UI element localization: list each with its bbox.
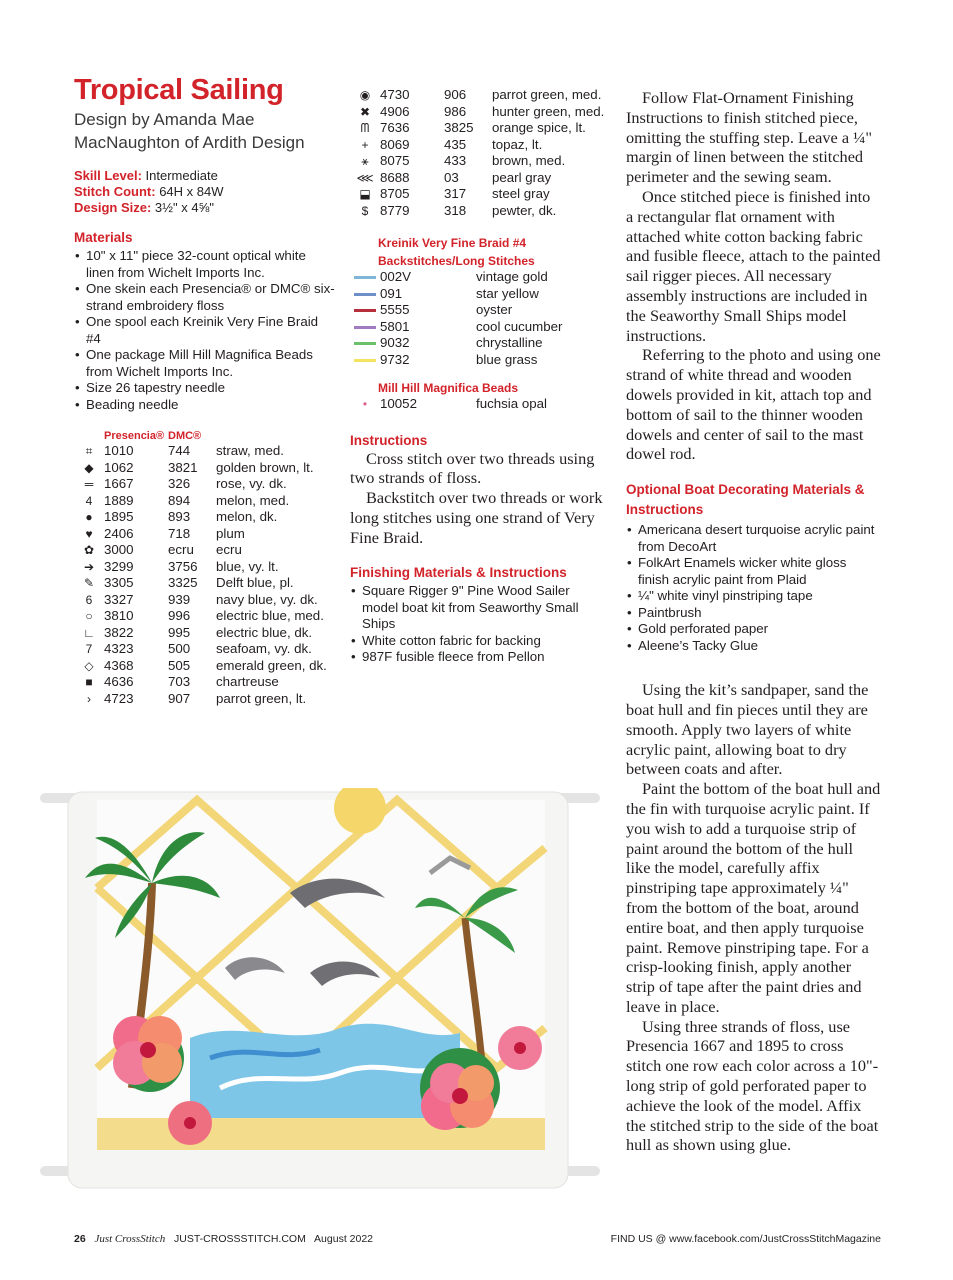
table-row (74, 509, 336, 526)
braid-name: star yellow (476, 285, 539, 301)
table-row (74, 641, 336, 658)
kreinik-subheading: Backstitches/Long Stitches (378, 254, 535, 268)
color-name: Delft blue, pl. (216, 575, 294, 590)
symbol-icon: ⋘ (356, 170, 374, 185)
paragraph: Backstitch over two threads or work long stitches using one strand of Very Fine Braid. (350, 488, 603, 547)
list-item: • Aleene’s Tacky Glue (626, 638, 881, 655)
specs (74, 168, 336, 216)
table-row (350, 153, 605, 170)
table-row (350, 352, 605, 369)
list-item: • Paintbrush (626, 605, 881, 622)
bead-number: 10052 (380, 396, 417, 411)
header-dmc: DMC® (168, 430, 202, 442)
color-name: parrot green, lt. (216, 690, 307, 706)
footer-left (74, 1233, 373, 1245)
symbol-icon: + (361, 137, 369, 152)
symbol-icon: ∟ (83, 625, 95, 640)
symbol-icon: ○ (85, 609, 93, 623)
symbol-icon: ✎ (83, 576, 95, 590)
list-item: • White cotton fabric for backing (350, 633, 605, 650)
dmc-number: 939 (168, 591, 191, 607)
table-row (350, 302, 605, 319)
beads-section (350, 380, 605, 413)
list-item: • Size 26 tapestry needle (74, 380, 336, 397)
table-row (74, 674, 336, 691)
table-row (74, 592, 336, 609)
list-item: • 987F fusible fleece from Pellon (350, 649, 605, 666)
stitched-sail-photo (40, 788, 600, 1193)
table-row (74, 493, 336, 510)
presencia-number: 1062 (104, 459, 134, 475)
dmc-number: 986 (444, 103, 467, 119)
presencia-number: 4323 (104, 641, 134, 656)
dmc-number: 3825 (444, 120, 474, 135)
braid-name: cool cucumber (476, 318, 563, 334)
kreinik-heading: Kreinik Very Fine Braid #4 (378, 236, 527, 250)
symbol-icon: ● (85, 510, 93, 524)
paragraph: Cross stitch over two threads using two strands of floss. (350, 448, 595, 488)
presencia-number: 2406 (104, 525, 134, 541)
list-item: • 10" x 11" piece 32-count optical white linen from Wichelt Imports Inc. (74, 248, 336, 281)
braid-number: 5801 (380, 318, 410, 334)
table-row (350, 104, 605, 121)
table-row (74, 526, 336, 543)
presencia-number: 8075 (380, 153, 410, 168)
list-item: • One spool each Kreinik Very Fine Braid #4 (74, 314, 336, 347)
dmc-number: 435 (444, 136, 467, 152)
table-row (350, 137, 605, 154)
color-name: topaz, lt. (492, 136, 543, 152)
color-name: navy blue, vy. dk. (216, 591, 318, 607)
list-item: • Square Rigger 9" Pine Wood Sailer model boat kit from Seaworthy Small Ships (350, 583, 605, 633)
dmc-number: 03 (444, 169, 459, 185)
symbol-icon: ◇ (84, 658, 94, 673)
presencia-number: 8688 (380, 169, 410, 185)
dmc-number: 326 (168, 476, 191, 491)
table-row (350, 286, 605, 303)
braid-swatch (350, 269, 380, 286)
symbol-icon: ⚹ (361, 154, 369, 168)
dmc-number: 3821 (168, 459, 198, 475)
list-item: • One package Mill Hill Magnifica Beads from Wichelt Imports Inc. (74, 347, 336, 380)
facebook-link[interactable]: FIND US @ www.facebook.com/JustCrossStitchMagazine (610, 1233, 881, 1245)
presencia-number: 7636 (380, 120, 410, 135)
beads-table (350, 396, 605, 413)
table-row (350, 335, 605, 352)
table-row (350, 396, 605, 413)
dmc-number: 718 (168, 525, 191, 541)
table-row (350, 120, 605, 137)
paragraph: Using three strands of floss, use Presencia 1667 and 1895 to cross stitch one row each color across a 10"-long strip of gold perforated paper to achieve the look of the model. Affix the stitched strip to the side of the boat hull as shown using glue. (626, 1016, 879, 1155)
braid-name: chrystalline (476, 335, 543, 350)
color-name: electric blue, med. (216, 608, 324, 623)
color-name: brown, med. (492, 153, 566, 168)
finishing-heading: Finishing Materials & Instructions (350, 565, 567, 581)
dmc-number: 744 (168, 443, 191, 458)
symbol-icon: ♥ (85, 526, 93, 541)
dmc-number: 3325 (168, 575, 198, 590)
paragraph: Follow Flat-Ornament Finishing Instructions to finish stitched piece, omitting the stuffing step. Leave a ¼" margin of linen between the stitched perimeter and the sewing seam. (626, 88, 872, 187)
dmc-number: 894 (168, 492, 191, 508)
color-name: parrot green, med. (492, 87, 602, 102)
symbol-icon: ═ (84, 477, 94, 491)
braid-number: 091 (380, 285, 403, 301)
presencia-number: 1895 (104, 509, 134, 524)
color-name: hunter green, med. (492, 103, 605, 119)
spec-skill: Skill Level: Intermediate (74, 168, 218, 183)
presencia-number: 1667 (104, 476, 134, 491)
page-number: 26 (74, 1233, 86, 1245)
dmc-number: 500 (168, 641, 191, 656)
symbol-icon: › (87, 691, 91, 706)
braid-swatch (350, 352, 380, 369)
braid-name: oyster (476, 302, 513, 317)
braid-name: blue grass (476, 351, 538, 367)
finishing-section (350, 565, 605, 666)
color-name: blue, vy. lt. (216, 558, 279, 574)
symbol-icon: 6 (85, 592, 93, 607)
instructions-section (350, 433, 605, 548)
floss-key-table (74, 429, 336, 707)
braid-number: 9032 (380, 335, 410, 350)
list-item: • ¼" white vinyl pinstriping tape (626, 588, 881, 605)
optional-section (626, 480, 881, 654)
symbol-icon: 4 (85, 493, 93, 508)
presencia-number: 3810 (104, 608, 134, 623)
symbol-icon: ⌗ (85, 444, 93, 458)
boat-body (626, 680, 881, 1155)
color-name: rose, vy. dk. (216, 476, 287, 491)
dmc-number: 433 (444, 153, 467, 168)
paragraph: Paint the bottom of the boat hull and the fin with turquoise acrylic paint. If you wish to add a turquoise strip of paint around the bottom of the hull like the model, carefully affix pinstriping tape approximately ¼" from the bottom of the boat, around entire boat, and then apply turquoise paint. Remove pinstriping tape. For a crisp-looking finish, apply another strip of tape after the paint dries and leave in place. (626, 779, 881, 1016)
materials-heading: Materials (74, 230, 133, 245)
beads-heading: Mill Hill Magnifica Beads (378, 381, 519, 395)
symbol-icon: ➔ (83, 559, 95, 574)
table-row (74, 542, 336, 559)
finishing-body (626, 88, 881, 464)
table-row (74, 691, 336, 708)
issue-date: August 2022 (314, 1233, 374, 1245)
symbol-icon: ■ (85, 675, 93, 689)
materials-list (74, 248, 336, 413)
dmc-number: 505 (168, 657, 191, 673)
bead-name: fuchsia opal (476, 396, 547, 411)
dmc-number: 317 (444, 186, 467, 201)
braid-swatch (350, 319, 380, 336)
spec-design-size: Design Size: 3½" x 4⅝" (74, 200, 215, 215)
spec-stitch-count: Stitch Count: 64H x 84W (74, 184, 224, 199)
color-name: golden brown, lt. (216, 459, 314, 475)
symbol-icon: 7 (85, 642, 93, 656)
finishing-list (350, 583, 605, 666)
symbol-icon: ✖ (359, 104, 371, 119)
presencia-number: 4730 (380, 87, 410, 102)
dmc-number: 996 (168, 608, 191, 623)
stitched-design (85, 788, 545, 1150)
presencia-number: 1889 (104, 492, 134, 508)
color-name: pearl gray (492, 169, 552, 185)
presencia-number: 3327 (104, 591, 134, 607)
page-title: Tropical Sailing (74, 74, 284, 106)
list-item: • One skein each Presencia® or DMC® six-strand embroidery floss (74, 281, 336, 314)
table-row (74, 625, 336, 642)
symbol-icon: $ (361, 203, 369, 218)
dmc-number: 893 (168, 509, 191, 524)
column-middle (350, 87, 605, 666)
symbol-icon: ✿ (83, 543, 95, 557)
presencia-number: 3000 (104, 542, 134, 557)
byline: Design by Amanda Mae MacNaughton of Ardith Design (74, 110, 305, 152)
list-item: • Americana desert turquoise acrylic paint from DecoArt (626, 522, 881, 555)
presencia-number: 8779 (380, 202, 410, 218)
table-row (350, 319, 605, 336)
color-name: chartreuse (216, 674, 279, 689)
bead-symbol: • (362, 397, 368, 411)
color-name: ecru (216, 542, 242, 557)
table-row (74, 443, 336, 460)
table-row (350, 203, 605, 220)
dmc-number: 3756 (168, 558, 198, 574)
table-row (74, 460, 336, 477)
magazine-name: Just CrossStitch (94, 1233, 166, 1245)
materials-section (74, 230, 336, 413)
presencia-number: 8069 (380, 136, 410, 152)
presencia-number: 3305 (104, 575, 134, 590)
braid-swatch (350, 302, 380, 319)
kreinik-section (350, 233, 605, 368)
color-name: steel gray (492, 186, 550, 201)
braid-swatch (350, 335, 380, 352)
symbol-icon: ◉ (359, 88, 371, 102)
dmc-number: ecru (168, 542, 194, 557)
symbol-icon: ⬓ (359, 187, 371, 201)
list-item: • FolkArt Enamels wicker white gloss finish acrylic paint from Plaid (626, 555, 881, 588)
paragraph: Using the kit’s sandpaper, sand the boat hull and fin pieces until they are smooth. Apply two layers of white acrylic paint, allowing boat to dry between coats and after. (626, 680, 869, 779)
dmc-number: 318 (444, 202, 467, 218)
color-name: straw, med. (216, 443, 284, 458)
braid-name: vintage gold (476, 269, 548, 284)
table-row (74, 559, 336, 576)
color-name: orange spice, lt. (492, 120, 586, 135)
color-name: electric blue, dk. (216, 624, 313, 640)
dmc-number: 995 (168, 624, 191, 640)
presencia-number: 3822 (104, 624, 134, 640)
table-row (74, 658, 336, 675)
paragraph: Referring to the photo and using one strand of white thread and wooden dowels provided in kit, attach top and bottom of sail to the thinner wooden dowels and center of sail to the mast dowel rod. (626, 345, 881, 464)
table-row (74, 476, 336, 493)
instructions-body (350, 449, 605, 548)
dmc-number: 906 (444, 87, 467, 102)
list-item: • Beading needle (74, 397, 336, 414)
color-name: melon, med. (216, 492, 290, 508)
symbol-icon: ᗰ (360, 121, 370, 135)
table-row (350, 170, 605, 187)
header-presencia: Presencia® (104, 430, 165, 442)
column-right (626, 88, 881, 1155)
presencia-number: 1010 (104, 443, 134, 458)
table-row (74, 575, 336, 592)
dmc-number: 703 (168, 674, 191, 689)
braid-number: 9732 (380, 351, 410, 367)
symbol-icon: ◆ (84, 460, 94, 475)
color-name: seafoam, vy. dk. (216, 641, 312, 656)
presencia-number: 4636 (104, 674, 134, 689)
braid-number: 5555 (380, 302, 410, 317)
table-row (350, 186, 605, 203)
optional-heading: Optional Boat Decorating Materials & Instructions (626, 482, 865, 518)
instructions-heading: Instructions (350, 432, 428, 448)
table-row (74, 608, 336, 625)
color-name: melon, dk. (216, 509, 278, 524)
paragraph: Once stitched piece is finished into a rectangular flat ornament with attached white cotton backing fabric and fusible fleece, attach to the painted sail rigger pieces. All necessary assembly instructions are included in the Seaworthy Small Ships model instructions. (626, 186, 881, 345)
floss-key-table-continued (350, 87, 605, 219)
list-item: • Gold perforated paper (626, 621, 881, 638)
color-name: emerald green, dk. (216, 657, 327, 673)
presencia-number: 4368 (104, 657, 134, 673)
color-name: pewter, dk. (492, 202, 557, 218)
presencia-number: 4723 (104, 690, 134, 706)
dmc-number: 907 (168, 690, 191, 706)
braid-swatch (350, 286, 380, 303)
color-name: plum (216, 525, 245, 541)
presencia-number: 8705 (380, 186, 410, 201)
optional-list (626, 522, 881, 654)
website[interactable]: JUST-CROSSSTITCH.COM (174, 1233, 306, 1245)
presencia-number: 4906 (380, 103, 410, 119)
table-row (350, 269, 605, 286)
table-row (350, 87, 605, 104)
column-left (74, 74, 336, 707)
braid-number: 002V (380, 269, 412, 284)
presencia-number: 3299 (104, 558, 134, 574)
kreinik-table (350, 269, 605, 368)
